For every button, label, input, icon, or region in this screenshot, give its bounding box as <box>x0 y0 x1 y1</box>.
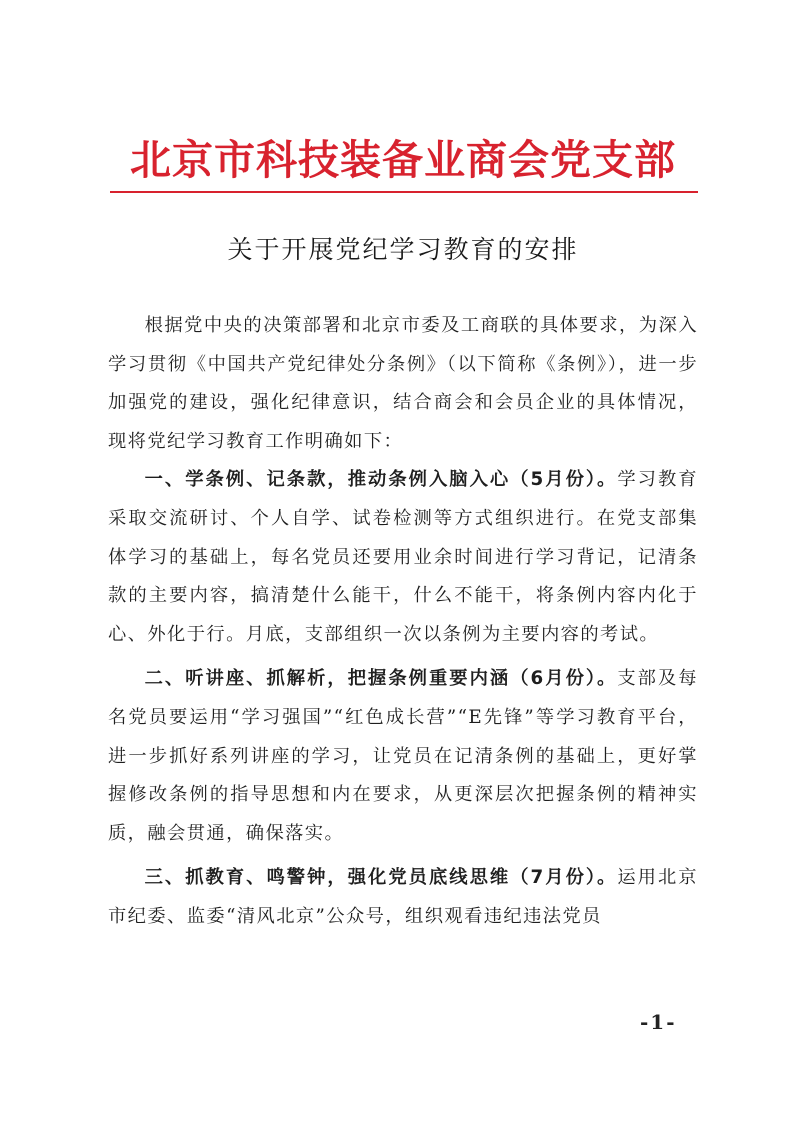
intro-paragraph: 根据党中央的决策部署和北京市委及工商联的具体要求，为深入学习贯彻《中国共产党纪律处分条例》（以下简称《条例》），进一步加强党的建设，强化纪律意识，结合商会和会员企业的具体情况，现将党纪学习教育工作明确如下： <box>108 315 698 452</box>
section-text-1: 学习教育采取交流研讨、个人自学、试卷检测等方式组织进行。在党支部集体学习的基础上，每名党员还要用业余时间进行学习背记，记清条款的主要内容，搞清楚什么能干，什么不能干，将条例内容内化于心、外化于行。月底，支部组织一次以条例为主要内容的考试。 <box>108 469 698 645</box>
section-heading-1: 一、学条例、记条款，推动条例入脑入心（5月份）。 <box>144 469 618 491</box>
section-paragraph-2 <box>108 660 698 853</box>
section-text-3: 运用北京市纪委、监委“清风北京”公众号，组织观看违纪违法党员 <box>108 867 698 927</box>
header-red-rule <box>110 191 698 193</box>
organization-header: 北京市科技装备业商会党支部 <box>130 136 676 184</box>
document-title: 关于开展党纪学习教育的安排 <box>227 235 579 264</box>
section-paragraph-1 <box>108 461 698 654</box>
section-heading-2: 二、听讲座、抓解析，把握条例重要内涵（6月份）。 <box>144 668 618 690</box>
section-text-2: 支部及每名党员要运用“学习强国”“红色成长营”“E先锋”等学习教育平台，进一步抓好系列讲座的学习，让党员在记清条例的基础上，更好掌握修改条例的指导思想和内在要求，从更深层次把握条例的精神实质，融会贯通，确保落实。 <box>108 668 698 844</box>
document-body <box>108 307 698 937</box>
section-paragraph-3 <box>108 859 698 936</box>
page-number: -1- <box>640 1010 677 1034</box>
section-heading-3: 三、抓教育、鸣警钟，强化党员底线思维（7月份）。 <box>144 867 618 889</box>
